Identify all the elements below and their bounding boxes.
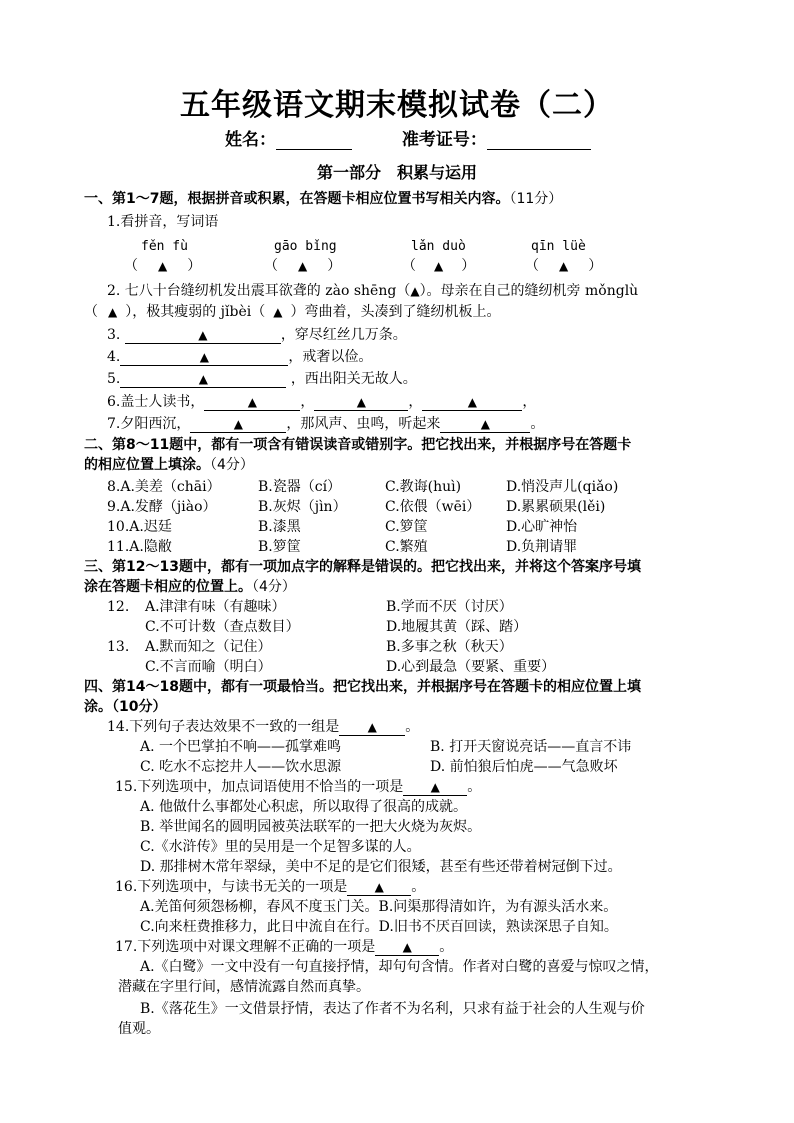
q13-b: B.多事之秋（秋天） xyxy=(386,639,513,655)
id-blank xyxy=(487,133,591,150)
q8-c: C.教诲(huì) xyxy=(385,479,462,495)
q14-c: C. 吃水不忘挖井人——饮水思源 xyxy=(140,759,342,775)
q12-a: A.津津有味（有趣味） xyxy=(145,599,286,615)
section-2-heading-2: 的相应位置上填涂。（4分） xyxy=(84,457,254,473)
q13-d: D.心到最急（要紧、重要） xyxy=(386,659,556,675)
q12-b: B.学而不厌（讨厌） xyxy=(386,599,513,615)
name-blank xyxy=(276,133,352,150)
section-1-heading: 一、第1～7题，根据拼音或积累，在答题卡相应位置书写相关内容。（11分） xyxy=(84,191,563,207)
q3-line: 3. ▲ ，穿尽红丝几万条。 xyxy=(107,327,407,343)
answer-box-3: （ ▲ ） xyxy=(402,258,476,274)
exam-title: 五年级语文期末模拟试卷（二） xyxy=(180,88,614,123)
q12-c: C.不可计数（查点数目） xyxy=(145,619,300,635)
q2-line-1: 2. 七八十台缝纫机发出震耳欲聋的 zào shēng（▲）。母亲在自己的缝纫机旁 mǒnglù xyxy=(107,283,639,299)
info-row xyxy=(225,125,591,150)
q17-b-line-1: B.《落花生》一文借景抒情，表达了作者不为名利，只求有益于社会的人生观与价 xyxy=(140,1001,645,1017)
q4-line: 4. ▲ ，戒奢以俭。 xyxy=(107,349,373,365)
q12-d: D.地履其黄（踩、踏） xyxy=(386,619,528,635)
q15-stem: 15.下列选项中，加点词语使用不恰当的一项是 ▲ 。 xyxy=(115,779,482,795)
pinyin-3: lǎn duò xyxy=(411,239,466,254)
q10-d: D.心旷神怡 xyxy=(506,519,578,535)
q14-stem: 14.下列句子表达效果不一致的一组是 ▲ 。 xyxy=(107,719,420,735)
q11-a: 11.A.隐敝 xyxy=(107,539,172,555)
section-2-heading-1: 二、第8～11题中，都有一项含有错误读音或错别字。把它找出来，并根据序号在答题卡 xyxy=(84,437,632,453)
q1-text: 1.看拼音，写词语 xyxy=(107,214,219,230)
section-4-heading-2: 涂。（10分） xyxy=(84,699,167,715)
q10-b: B.漆黑 xyxy=(258,519,301,535)
q17-a-line-2: 潜藏在字里行间，感情流露自然而真挚。 xyxy=(118,979,370,995)
q8-a: 8.A.美差（chāi） xyxy=(107,479,221,495)
answer-box-4: （ ▲ ） xyxy=(525,258,603,274)
q10-c: C.箩筐 xyxy=(385,519,428,535)
q9-d: D.累累硕果(lěi) xyxy=(506,499,606,515)
q15-d: D. 那排树木常年翠绿，美中不足的是它们很矮，甚至有些还带着树冠倒下过。 xyxy=(140,859,622,875)
q11-d: D.负荆请罪 xyxy=(506,539,578,555)
q15-b: B. 举世闻名的圆明园被英法联军的一把大火烧为灰烬。 xyxy=(140,819,482,835)
answer-box-2: （ ▲ ） xyxy=(264,258,342,274)
q16-cd: C.向来枉费推移力，此日中流自在行。D.旧书不厌百回读，熟读深思子自知。 xyxy=(140,919,618,935)
q13-num: 13. xyxy=(107,639,130,655)
q5-line: 5. ▲ ，西出阳关无故人。 xyxy=(107,371,417,387)
q16-ab: A.羌笛何须怨杨柳，春风不度玉门关。B.问渠那得清如许，为有源头活水来。 xyxy=(140,899,618,915)
q11-c: C.繁殖 xyxy=(385,539,428,555)
q15-a: A. 他做什么事都处心积虑，所以取得了很高的成就。 xyxy=(140,799,468,815)
q10-a: 10.A.迟廷 xyxy=(107,519,172,535)
q15-c: C.《水浒传》里的吴用是一个足智多谋的人。 xyxy=(140,839,421,855)
q8-d: D.悄没声儿(qiǎo) xyxy=(506,479,619,495)
section-3-heading-1: 三、第12～13题中，都有一项加点字的解释是错误的。把它找出来，并将这个答案序号填 xyxy=(84,559,641,575)
q13-c: C.不言而喻（明白） xyxy=(145,659,272,675)
q17-b-line-2: 值观。 xyxy=(118,1021,160,1037)
q12-num: 12. xyxy=(107,599,130,615)
q14-a: A. 一个巴掌拍不响——孤掌难鸣 xyxy=(140,739,342,755)
q9-a: 9.A.发酵（jiào） xyxy=(107,499,217,515)
q16-stem: 16.下列选项中，与读书无关的一项是 ▲ 。 xyxy=(115,879,426,895)
q8-b: B.瓷器（cí） xyxy=(258,479,342,495)
answer-box-1: （ ▲ ） xyxy=(124,258,202,274)
part-title: 第一部分 积累与运用 xyxy=(316,163,477,182)
id-label: 准考证号： xyxy=(401,130,487,150)
q9-c: C.依偎（wēi） xyxy=(385,499,481,515)
q14-b: B. 打开天窗说亮话——直言不讳 xyxy=(430,739,632,755)
q6-line: 6.盖士人读书， ▲ ， ▲ ， ▲ ， xyxy=(107,394,537,410)
q7-line: 7.夕阳西沉， ▲ ，那风声、虫鸣，听起来 ▲ 。 xyxy=(107,416,545,432)
q13-a: A.默而知之（记住） xyxy=(145,639,272,655)
name-label: 姓名： xyxy=(225,130,276,150)
q11-b: B.箩筐 xyxy=(258,539,301,555)
q9-b: B.灰烬（jìn） xyxy=(258,499,347,515)
pinyin-4: qīn lüè xyxy=(531,239,586,254)
q14-d: D. 前怕狼后怕虎——气急败坏 xyxy=(430,759,618,775)
section-3-heading-2: 涂在答题卡相应的位置上。（4分） xyxy=(84,579,296,595)
section-4-heading-1: 四、第14～18题中，都有一项最恰当。把它找出来，并根据序号在答题卡的相应位置上填 xyxy=(84,679,641,695)
q2-line-2: （ ▲ ），极其瘦弱的 jǐbèi（ ▲ ）弯曲着，头凑到了缝纫机板上。 xyxy=(84,304,501,320)
q17-stem: 17.下列选项中对课文理解不正确的一项是 ▲ 。 xyxy=(115,939,454,955)
q17-a-line-1: A.《白鹭》一文中没有一句直接抒情，却句句含情。作者对白鹭的喜爱与惊叹之情， xyxy=(140,959,659,975)
pinyin-2: gāo bǐng xyxy=(274,239,337,254)
pinyin-1: fěn fù xyxy=(141,239,188,254)
